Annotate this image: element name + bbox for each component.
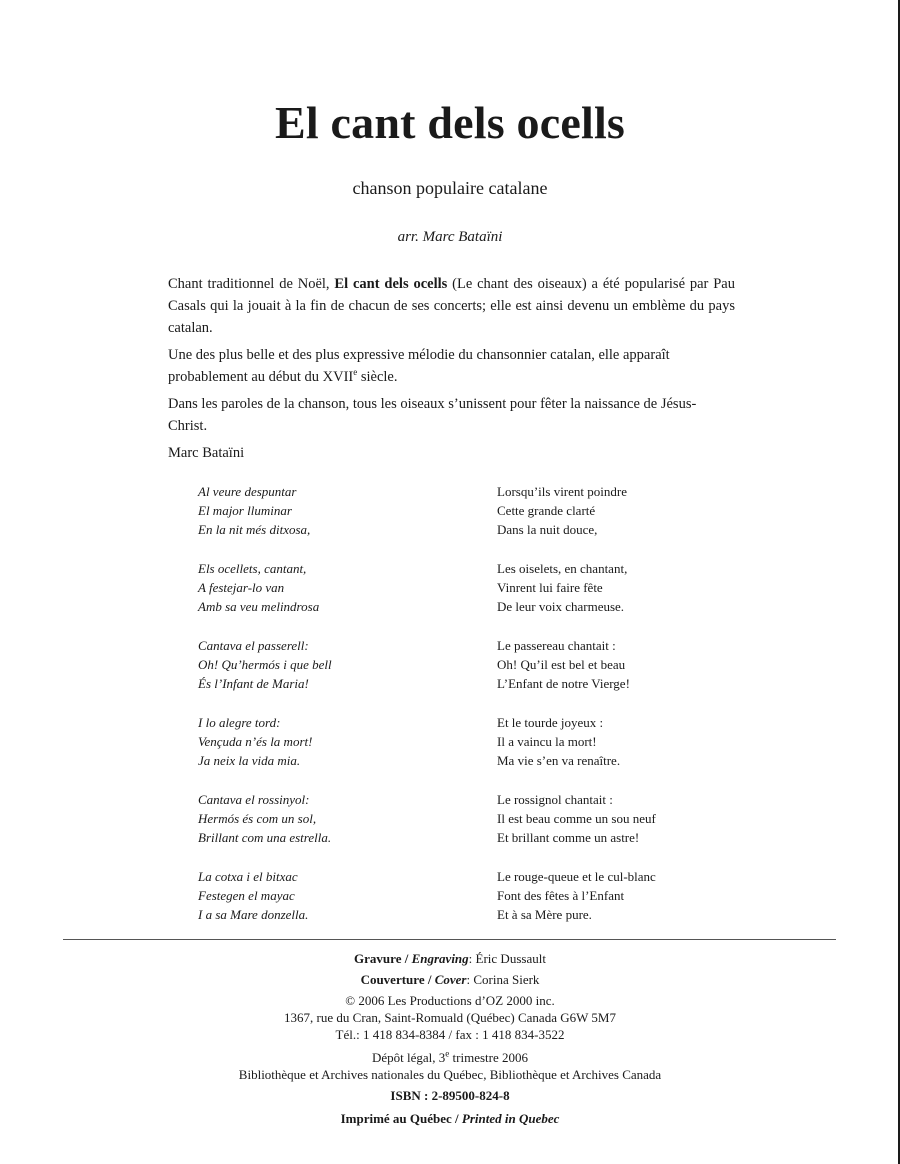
verse-line: Hermós és com un sol, [198,811,317,826]
catalan-verse [198,559,319,616]
verse-line: Els ocellets, cantant, [198,561,307,576]
arranger-credit: arr. Marc Bataïni [397,229,503,245]
stanza [0,482,900,559]
copyright-line: © 2006 Les Productions d’OZ 2000 inc. [345,993,555,1008]
verse-line: Vinrent lui faire fête [497,580,603,595]
engraving-label-fr: Gravure [354,951,402,966]
verse-line: Oh! Qu’hermós i que bell [198,657,332,672]
catalan-verse [198,713,312,770]
catalan-verse [198,636,332,693]
verse-line: Brillant com una estrella. [198,830,332,845]
intro-paragraph-3: Dans les paroles de la chanson, tous les oiseaux s’unissent pour fêter la naissance de Jésus-Christ. [168,396,697,434]
verse-line: És l’Infant de Maria! [198,676,309,691]
phone-line: Tél.: 1 418 834-8384 / fax : 1 418 834-3522 [335,1027,565,1042]
french-verse [497,636,630,693]
engraving-credit [0,950,900,967]
intro-text [168,273,735,469]
french-verse [497,867,656,924]
legal-end: trimestre 2006 [449,1050,528,1065]
legal-deposit [0,1049,900,1066]
verse-line: Al veure despuntar [198,484,297,499]
verse-line: Et brillant comme un astre! [497,830,640,845]
verse-line: I a sa Mare donzella. [198,907,309,922]
legal-superscript: e [445,1048,450,1059]
stanza [0,559,900,636]
verse-line: Vençuda n’és la mort! [198,734,313,749]
verse-line: De leur voix charmeuse. [497,599,625,614]
legal-start: Dépôt légal, 3 [371,1050,446,1065]
verse-line: Amb sa veu melindrosa [198,599,320,614]
verse-line: Font des fêtes à l’Enfant [497,888,625,903]
stanza [0,636,900,713]
verse-line: Il est beau comme un sou neuf [497,811,656,826]
verse-line: I lo alegre tord: [198,715,281,730]
verse-line: Les oiselets, en chantant, [497,561,628,576]
stanza [0,790,900,867]
verse-line: Ma vie s’en va renaître. [497,753,621,768]
cover-artist-name: : Corina Sierk [466,972,540,987]
intro-signature: Marc Bataïni [168,445,245,461]
french-verse [497,559,627,616]
colophon [0,950,900,1127]
verse-line: La cotxa i el bitxac [198,869,298,884]
verse-line: Ja neix la vida mia. [198,753,301,768]
verse-line: Festegen el mayac [198,888,295,903]
separator: / [401,951,412,966]
verse-line: Le rossignol chantait : [497,792,613,807]
subtitle: chanson populaire catalane [352,178,548,198]
intro-p2-start: Une des plus belle et des plus expressive mélodie du chansonnier catalan, elle apparaît probablement au début du XVII [168,347,670,385]
stanza [0,867,900,944]
catalan-verse [198,867,308,924]
verse-line: Et à sa Mère pure. [497,907,592,922]
catalan-verse [198,482,310,539]
verse-line: A festejar-lo van [198,580,285,595]
verse-line: Il a vaincu la mort! [497,734,597,749]
catalan-verse [198,790,331,847]
french-verse [497,790,656,847]
verse-line: Et le tourde joyeux : [497,715,604,730]
address-line: 1367, rue du Cran, Saint-Romuald (Québec) Canada G6W 5M7 [284,1010,616,1025]
divider-line [63,939,836,940]
french-verse [497,713,620,770]
cover-credit [0,971,900,988]
isbn: ISBN : 2-89500-824-8 [390,1088,510,1103]
verse-line: Cantava el passerell: [198,638,309,653]
lyrics-section [0,482,900,944]
separator: / [424,972,435,987]
verse-line: Le rouge-queue et le cul-blanc [497,869,656,884]
verse-line: L’Enfant de notre Vierge! [497,676,630,691]
printed-label-en: Printed in Quebec [461,1111,560,1126]
verse-line: Dans la nuit douce, [497,522,598,537]
verse-line: Oh! Qu’il est bel et beau [497,657,626,672]
libraries-line: Bibliothèque et Archives nationales du Québec, Bibliothèque et Archives Canada [238,1067,662,1082]
intro-p2-superscript: e [353,367,358,378]
intro-paragraph-1 [168,273,735,339]
intro-p1-start: Chant traditionnel de Noël, [168,276,335,292]
french-verse [497,482,627,539]
verse-line: Cette grande clarté [497,503,596,518]
intro-p1-song-title: El cant dels ocells [334,276,448,292]
printed-label-fr: Imprimé au Québec [340,1111,452,1126]
engraver-name: : Éric Dussault [468,951,546,966]
verse-line: El major lluminar [198,503,292,518]
intro-paragraph-2 [168,344,735,388]
intro-p2-end: siècle. [357,369,398,385]
intro-p1-end: (Le chant des oiseaux) a été popularisé par Pau Casals qui la jouait à la fin de chacun de ses concerts; elle est ainsi devenu un emblème du pays catalan. [168,276,735,336]
cover-label-en: Cover [434,972,467,987]
verse-line: Lorsqu’ils virent poindre [497,484,627,499]
separator: / [451,1111,462,1126]
stanza [0,713,900,790]
verse-line: Cantava el rossinyol: [198,792,310,807]
engraving-label-en: Engraving [411,951,469,966]
printed-in [0,1110,900,1127]
cover-label-fr: Couverture [360,972,425,987]
verse-line: Le passereau chantait : [497,638,616,653]
page-title: El cant dels ocells [274,97,626,148]
verse-line: En la nit més ditxosa, [198,522,311,537]
